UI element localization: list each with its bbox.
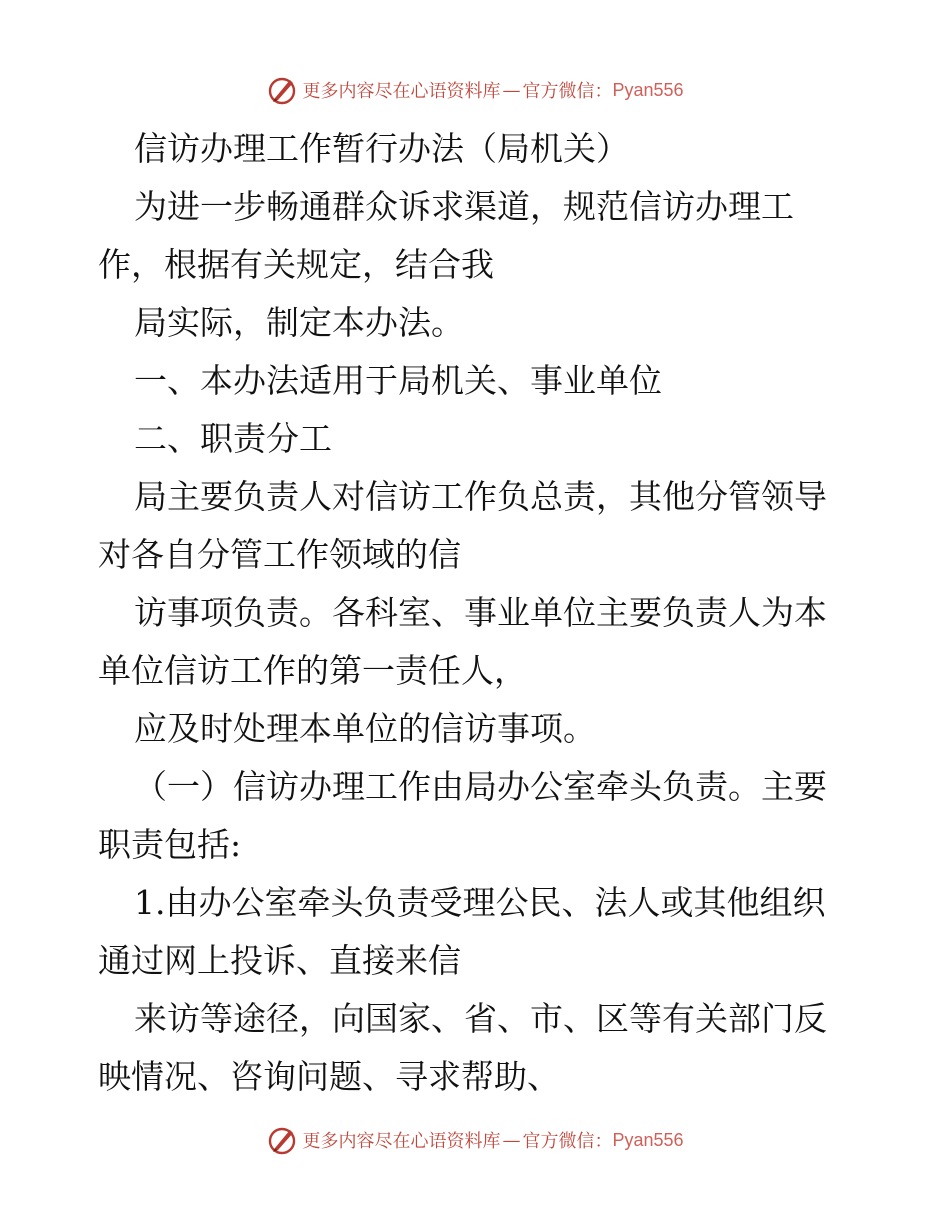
document-line: 作，根据有关规定，结合我 — [98, 245, 494, 284]
header-watermark — [0, 72, 950, 108]
watermark-wechat-label: 官方微信： — [522, 81, 613, 102]
watermark-wechat-id: Pyan556 — [612, 79, 684, 100]
watermark-wechat-label: 官方微信： — [522, 1131, 613, 1152]
document-line: 一、本办法适用于局机关、事业单位 — [134, 361, 662, 400]
quill-pen-logo-icon — [266, 74, 298, 106]
document-line: 单位信访工作的第一责任人， — [98, 651, 527, 690]
document-line: （一）信访办理工作由局办公室牵头负责。主要 — [134, 767, 827, 806]
quill-pen-logo-icon — [266, 1124, 298, 1156]
document-line: 映情况、咨询问题、寻求帮助、 — [98, 1057, 560, 1096]
document-line: 对各自分管工作领域的信 — [98, 535, 461, 574]
footer-watermark — [0, 1122, 950, 1158]
watermark-brand: 更多内容尽在心语资料库 — [302, 1131, 501, 1152]
document-line: 局主要负责人对信访工作负总责，其他分管领导 — [134, 477, 827, 516]
document-line: 1.由办公室牵头负责受理公民、法人或其他组织 — [134, 883, 826, 922]
document-body — [98, 120, 858, 1106]
document-line: 访事项负责。各科室、事业单位主要负责人为本 — [134, 593, 827, 632]
document-line: 局实际，制定本办法。 — [134, 303, 464, 342]
watermark-dash: — — [502, 79, 521, 101]
document-line: 来访等途径，向国家、省、市、区等有关部门反 — [134, 999, 827, 1038]
watermark-brand: 更多内容尽在心语资料库 — [302, 81, 501, 102]
document-line: 为进一步畅通群众诉求渠道，规范信访办理工 — [134, 187, 794, 226]
watermark-wechat-id: Pyan556 — [612, 1129, 684, 1150]
document-line: 通过网上投诉、直接来信 — [98, 941, 461, 980]
document-line: 应及时处理本单位的信访事项。 — [134, 709, 596, 748]
document-line: 职责包括: — [98, 825, 242, 864]
watermark-dash: — — [502, 1129, 521, 1151]
document-line: 二、职责分工 — [134, 419, 332, 458]
document-title: 信访办理工作暂行办法（局机关） — [134, 129, 629, 168]
